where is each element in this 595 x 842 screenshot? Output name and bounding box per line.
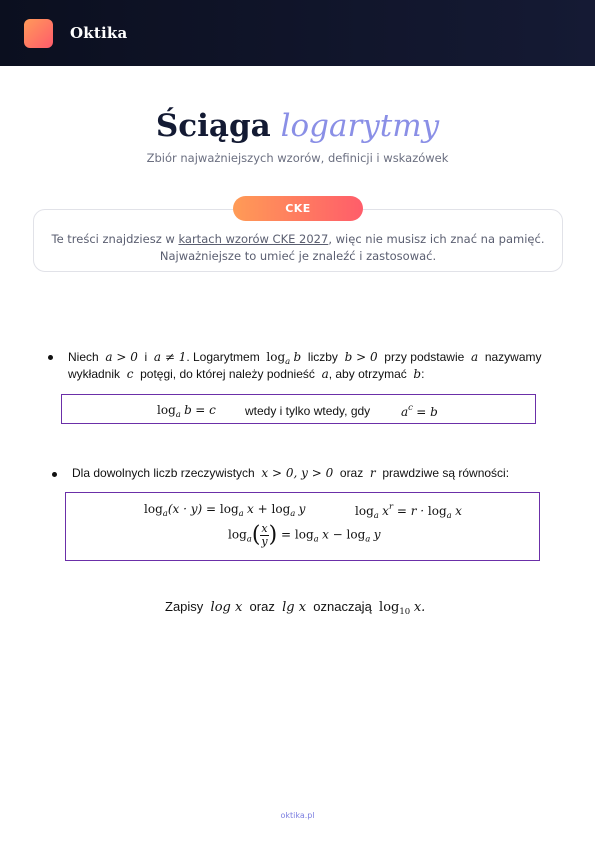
definition-formula-box bbox=[61, 394, 536, 424]
math-sub-10: 10 bbox=[399, 607, 411, 617]
formula-power-rule bbox=[355, 502, 462, 521]
bullet-dot bbox=[48, 355, 53, 360]
text-nazywamy: nazywamy bbox=[484, 350, 542, 364]
text-colon: : bbox=[421, 367, 425, 381]
formula-product-rule bbox=[144, 502, 305, 519]
math-sub-a: a bbox=[162, 509, 168, 519]
math-product-arg: (x · y) = bbox=[167, 502, 220, 516]
text-przy-podstawie: przy podstawie bbox=[384, 350, 465, 364]
math-a: a bbox=[470, 350, 479, 364]
properties-line bbox=[72, 466, 509, 480]
math-eq-c: = c bbox=[195, 403, 216, 417]
fraction-x-over-y bbox=[260, 523, 268, 548]
math-conditions: x > 0, y > 0 bbox=[261, 466, 334, 480]
brand-name[interactable]: Oktika bbox=[70, 24, 128, 42]
math-sup-r: r bbox=[388, 502, 394, 512]
math-sub-a: a bbox=[365, 534, 371, 545]
math-log: log bbox=[346, 527, 366, 542]
text-oznaczaja: oznaczają bbox=[313, 599, 372, 614]
math-a-2: a bbox=[321, 367, 329, 381]
math-c: c bbox=[126, 367, 134, 381]
math-quotient-end: y bbox=[373, 527, 381, 542]
math-lg-x: lg x bbox=[282, 600, 307, 615]
app-header bbox=[0, 0, 595, 66]
page-title bbox=[0, 106, 595, 146]
text-oraz: oraz bbox=[249, 599, 275, 614]
info-line2: Najważniejsze to umieć je znaleźć i zastosować. bbox=[159, 248, 437, 263]
title-accent: logarytmy bbox=[280, 108, 440, 144]
math-log: log bbox=[271, 502, 291, 516]
text-logarytmem: . Logarytmem bbox=[186, 350, 260, 364]
math-sub-a: a bbox=[285, 357, 291, 367]
title-main: Ściąga bbox=[155, 108, 271, 144]
math-sub-a: a bbox=[446, 511, 452, 521]
math-b-2: b bbox=[413, 367, 422, 381]
info-line1-end: , więc nie musisz ich znać na pamięć. bbox=[328, 232, 545, 246]
cke-cards-link[interactable]: kartach wzorów CKE 2027 bbox=[178, 232, 329, 246]
math-sub-a: a bbox=[290, 509, 296, 519]
math-power-eq: = r · bbox=[393, 504, 428, 518]
text-zapisy: Zapisy bbox=[165, 599, 204, 614]
definition-formula-rhs bbox=[401, 403, 438, 419]
math-log: log bbox=[144, 502, 163, 516]
footer-link[interactable]: oktika.pl bbox=[280, 811, 315, 820]
math-quotient-eq: = bbox=[277, 527, 295, 542]
math-log: log bbox=[379, 600, 400, 615]
math-log: log bbox=[228, 527, 247, 542]
math-log: log bbox=[294, 527, 314, 542]
definition-formula-lhs bbox=[157, 403, 216, 420]
text-potegi: potęgi, do której należy podnieść bbox=[140, 367, 315, 381]
definition-formula-middle: wtedy i tylko wtedy, gdy bbox=[245, 404, 371, 418]
math-sub-a: a bbox=[238, 509, 244, 519]
fraction-numerator: x bbox=[261, 522, 268, 535]
math-sub-a: a bbox=[175, 410, 181, 420]
math-log: log bbox=[157, 403, 176, 417]
text-aby: , aby otrzymać bbox=[328, 367, 407, 381]
math-power-arg: x bbox=[382, 504, 389, 518]
math-product-mid: x + bbox=[247, 502, 272, 516]
formula-quotient-rule bbox=[228, 523, 381, 548]
definition-line-2 bbox=[68, 367, 424, 381]
math-log: log bbox=[427, 504, 447, 518]
math-sub-a: a bbox=[246, 534, 252, 545]
notation-note bbox=[165, 599, 425, 617]
math-log-x: log x bbox=[210, 600, 243, 615]
math-sub-a: a bbox=[373, 511, 379, 521]
properties-formula-box bbox=[65, 492, 540, 561]
math-log: log bbox=[355, 504, 374, 518]
page-subtitle: Zbiór najważniejszych wzorów, definicji i wskazówek bbox=[146, 151, 449, 165]
text-wykladnik: wykładnik bbox=[68, 367, 121, 381]
math-a-ne-1: a ≠ 1 bbox=[153, 350, 187, 364]
math-log: log bbox=[266, 350, 286, 364]
text-niech: Niech bbox=[68, 350, 99, 364]
text-liczby: liczby bbox=[307, 350, 338, 364]
paren-open: ( bbox=[251, 522, 261, 548]
math-product-end: y bbox=[298, 502, 306, 516]
text-rest: prawdziwe są równości: bbox=[382, 466, 510, 480]
math-sup-c: c bbox=[408, 403, 413, 413]
math-log: log bbox=[219, 502, 239, 516]
definition-line-1 bbox=[68, 350, 542, 367]
math-a: a bbox=[401, 405, 409, 419]
math-sub-a: a bbox=[313, 534, 319, 545]
logo-icon[interactable] bbox=[24, 19, 53, 48]
info-text bbox=[34, 231, 562, 264]
math-b-gt-0: b > 0 bbox=[344, 350, 378, 364]
cke-badge: CKE bbox=[233, 196, 363, 221]
math-r: r bbox=[369, 466, 376, 480]
bullet-dot bbox=[52, 472, 57, 477]
text-i: i bbox=[144, 350, 148, 364]
math-x: x. bbox=[413, 600, 426, 615]
math-power-end: x bbox=[455, 504, 462, 518]
math-quotient-mid: x − bbox=[322, 527, 347, 542]
math-b: b bbox=[293, 350, 302, 364]
math-a-gt-0: a > 0 bbox=[105, 350, 138, 364]
info-line1-start: Te treści znajdziesz w bbox=[51, 232, 179, 246]
math-b: b bbox=[184, 403, 192, 417]
text-intro: Dla dowolnych liczb rzeczywistych bbox=[72, 466, 255, 480]
paren-close: ) bbox=[268, 522, 278, 548]
fraction-denominator: y bbox=[261, 535, 268, 548]
math-eq-b: = b bbox=[416, 405, 438, 419]
text-oraz: oraz bbox=[339, 466, 364, 480]
